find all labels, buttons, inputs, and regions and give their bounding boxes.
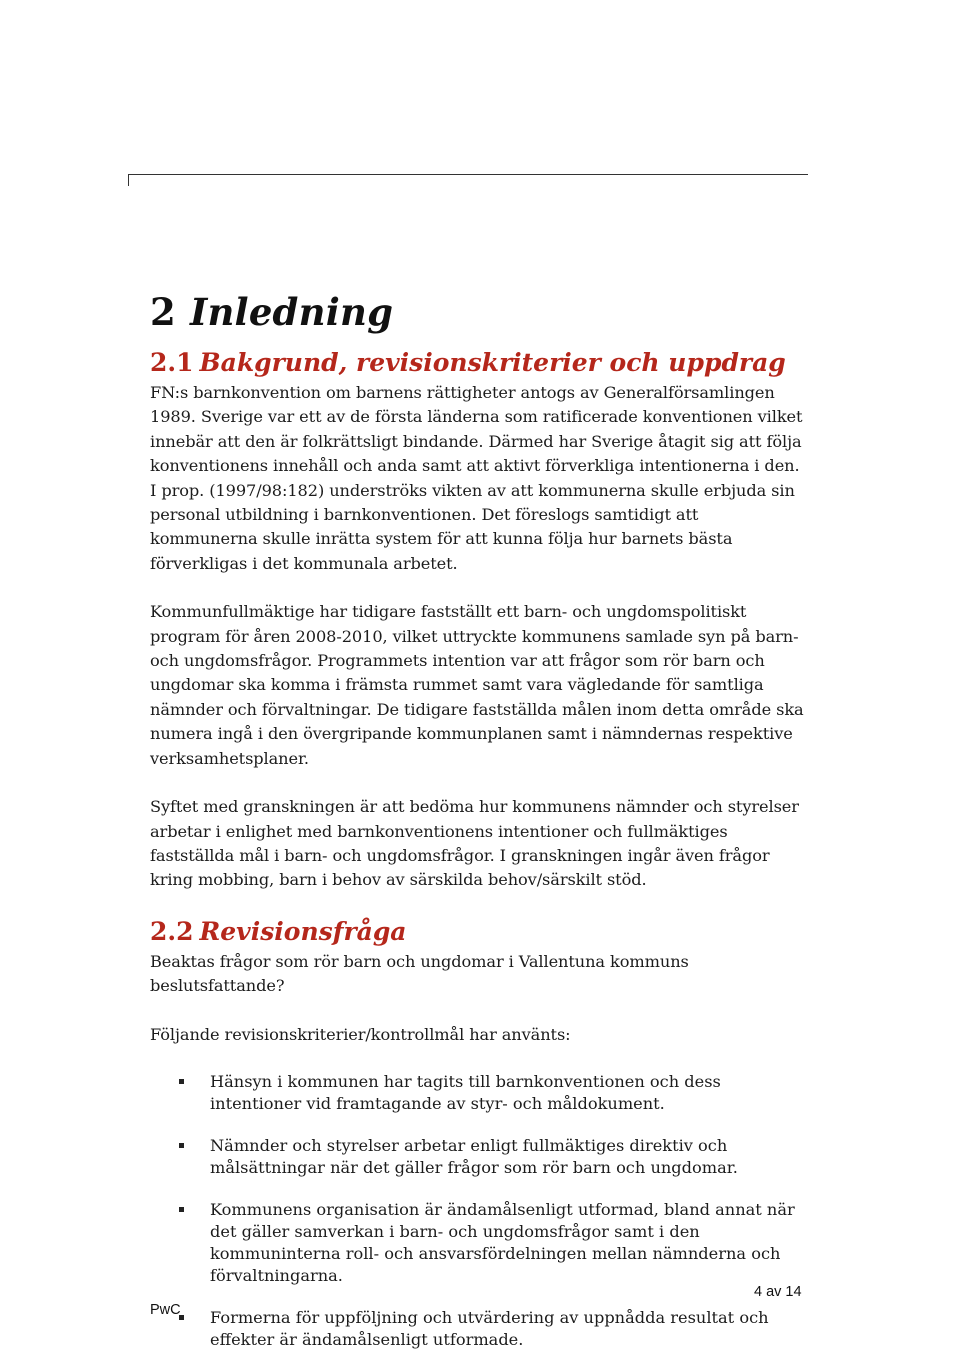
- section-title: Bakgrund, revisionskriterier och uppdrag: [199, 348, 786, 377]
- list-item: [150, 1135, 810, 1179]
- list-item-text: Formerna för uppföljning och utvärdering av uppnådda resultat och effekter är ändamålsenligt utformade.: [210, 1307, 769, 1349]
- bullet-marker: [179, 1079, 184, 1084]
- list-item: [150, 1199, 810, 1287]
- section-number: 2.1: [150, 348, 194, 377]
- section-number: 2.2: [150, 916, 194, 946]
- paragraph-criteria-intro: Följande revisionskriterier/kontrollmål har använts:: [150, 1024, 571, 1044]
- header-rule: [128, 174, 808, 175]
- paragraph-question: Beaktas frågor som rör barn och ungdomar i Vallentuna kommuns beslutsfattande?: [150, 951, 689, 996]
- list-item-text: Hänsyn i kommunen har tagits till barnkonventionen och dess intentioner vid framtagande av styr- och måldokument.: [210, 1071, 721, 1113]
- footer-brand: PwC: [150, 1302, 181, 1318]
- section-heading-bakgrund: [150, 348, 810, 377]
- header-rule-tick: [128, 174, 129, 186]
- list-item: [150, 1071, 810, 1115]
- page-content: [150, 290, 810, 1371]
- criteria-list: [150, 1071, 810, 1351]
- section-heading-revisionsfraga: [150, 917, 810, 946]
- chapter-heading: [150, 290, 810, 334]
- list-item-text: Nämnder och styrelser arbetar enligt fullmäktiges direktiv och målsättningar när det gäller frågor som rör barn och ungdomar.: [210, 1135, 738, 1177]
- list-item-text: Kommunens organisation är ändamålsenligt utformad, bland annat när det gäller samverkan i barn- och ungdomsfrågor samt i den kommuninterna roll- och ansvarsfördelningen mellan nämnderna och förvaltningarna.: [210, 1199, 795, 1285]
- bullet-marker: [179, 1143, 184, 1148]
- section-title: Revisionsfråga: [199, 916, 407, 946]
- paragraph-background: FN:s barnkonvention om barnens rättigheter antogs av Generalförsamlingen 1989. Sverige var ett av de första länderna som ratificerade konventionen vilket innebär att den är folkrättsligt bindande. Därmed har Sverige åtagit sig att följa konventionens innehåll och anda samt att aktivt förverkliga intentionerna i den. I prop. (1997/98:182) underströks vikten av att kommunerna skulle erbjuda sin personal utbildning i barnkonventionen. Det föreslogs samtidigt att kommunerna skulle inrätta system för att kunna följa hur barnets bästa förverkligas i det kommunala arbetet.: [150, 383, 803, 573]
- paragraph-program: Kommunfullmäktige har tidigare fastställt ett barn- och ungdomspolitiskt program för åren 2008-2010, vilket uttryckte kommunens samlade syn på barn- och ungdomsfrågor. Programmets intention var att frågor som rör barn och ungdomar ska komma i främsta rummet samt vara vägledande för samtliga nämnder och förvaltningar. De tidigare fastställda målen inom detta område ska numera ingå i den övergripande kommunplanen samt i nämndernas respektive verksamhetsplaner.: [150, 602, 804, 768]
- list-item: [150, 1307, 810, 1351]
- chapter-title: Inledning: [189, 290, 394, 334]
- chapter-number: 2: [150, 290, 176, 334]
- bullet-marker: [179, 1207, 184, 1212]
- footer-page-number: 4 av 14: [754, 1284, 802, 1300]
- paragraph-purpose: Syftet med granskningen är att bedöma hur kommunens nämnder och styrelser arbetar i enlighet med barnkonventionens intentioner och fullmäktiges fastställda mål i barn- och ungdomsfrågor. I granskningen ingår även frågor kring mobbing, barn i behov av särskilda behov/särskilt stöd.: [150, 797, 799, 890]
